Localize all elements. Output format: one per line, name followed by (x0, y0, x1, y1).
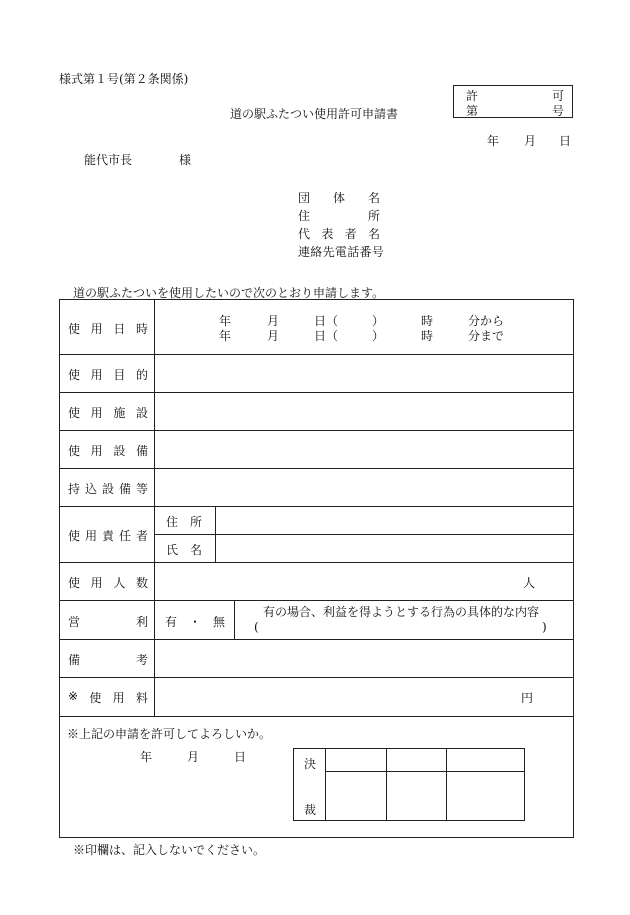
approval-day: 日 (234, 750, 247, 764)
approval-year: 年 (140, 750, 153, 764)
fee-unit: 円 (521, 691, 534, 705)
profit-detail-note: 有の場合、利益を得ようとする行為の具体的な内容 (263, 605, 540, 619)
stamp-header-divider (325, 771, 524, 772)
datetime-day: 日（ (314, 314, 339, 328)
row-divider (60, 354, 573, 355)
date-month: 月 (524, 134, 537, 148)
decision-char-1: 決 (304, 757, 317, 771)
label-usage-facility: 使 用 施 設 (68, 406, 148, 420)
permit-char: 許 (466, 89, 479, 103)
datetime-year: 年 (219, 314, 232, 328)
datetime-day: 日（ (314, 329, 339, 343)
permit-char: 第 (466, 104, 479, 118)
decision-char-2: 裁 (304, 803, 317, 817)
datetime-paren: ） (372, 329, 385, 343)
date-day: 日 (559, 134, 572, 148)
datetime-hour: 時 (421, 314, 434, 328)
intro-text: 道の駅ふたついを使用したいので次のとおり申請します。 (73, 286, 385, 300)
application-table (59, 299, 574, 838)
responsible-subrow-divider (154, 534, 573, 535)
label-profit: 営 利 (68, 615, 148, 629)
people-unit: 人 (523, 576, 536, 590)
row-divider (60, 506, 573, 507)
permit-box (453, 85, 573, 118)
profit-subdivider (234, 600, 235, 639)
applicant-address-label: 住 所 (298, 209, 380, 223)
row-divider (60, 430, 573, 431)
label-number-of-users: 使 用 人 数 (68, 576, 148, 590)
applicant-phone-label: 連絡先電話番号 (298, 245, 385, 259)
datetime-paren: ） (372, 314, 385, 328)
applicant-rep-label: 代 表 者 名 (298, 227, 380, 241)
datetime-month: 月 (267, 314, 280, 328)
label-usage-fee: ※ 使 用 料 (68, 689, 148, 705)
datetime-until: 分まで (468, 329, 505, 343)
stamp-divider (446, 749, 447, 820)
profit-paren-open: ( (254, 620, 259, 634)
document-title: 道の駅ふたつい使用許可申請書 (230, 107, 399, 121)
stamp-divider (325, 749, 326, 820)
permit-char: 号 (551, 104, 564, 118)
decision-stamp-box (293, 748, 525, 821)
row-divider (60, 562, 573, 563)
profit-paren-close: ) (542, 620, 547, 634)
label-remarks: 備 考 (68, 653, 148, 667)
label-usage-purpose: 使 用 目 的 (68, 368, 148, 382)
applicant-group-label: 団 体 名 (298, 191, 380, 205)
datetime-month: 月 (267, 329, 280, 343)
profit-yes-no-choice: 有 ・ 無 (165, 615, 226, 629)
row-divider (60, 392, 573, 393)
approval-month: 月 (187, 750, 200, 764)
date-year: 年 (487, 134, 500, 148)
label-column-divider (154, 300, 155, 716)
label-usage-equipment: 使 用 設 備 (68, 444, 148, 458)
row-divider (60, 677, 573, 678)
addressee-honorific: 様 (179, 153, 192, 167)
row-divider (60, 716, 573, 717)
label-bring-in-equipment: 持 込 設 備 等 (68, 482, 148, 496)
responsible-address-label: 住 所 (166, 515, 203, 529)
datetime-hour: 時 (421, 329, 434, 343)
responsible-name-label: 氏 名 (166, 543, 203, 557)
approval-question: ※上記の申請を許可してよろしいか。 (67, 727, 272, 741)
permit-char: 可 (551, 89, 564, 103)
stamp-divider (386, 749, 387, 820)
addressee-name: 能代市長 (84, 153, 133, 167)
row-divider (60, 639, 573, 640)
form-number: 様式第１号(第２条関係) (59, 72, 189, 86)
datetime-year: 年 (219, 329, 232, 343)
footnote: ※印欄は、記入しないでください。 (73, 843, 266, 857)
row-divider (60, 468, 573, 469)
label-responsible-person: 使 用 責 任 者 (68, 529, 148, 543)
datetime-from: 分から (468, 314, 505, 328)
label-usage-datetime: 使 用 日 時 (68, 322, 148, 336)
row-divider (60, 600, 573, 601)
